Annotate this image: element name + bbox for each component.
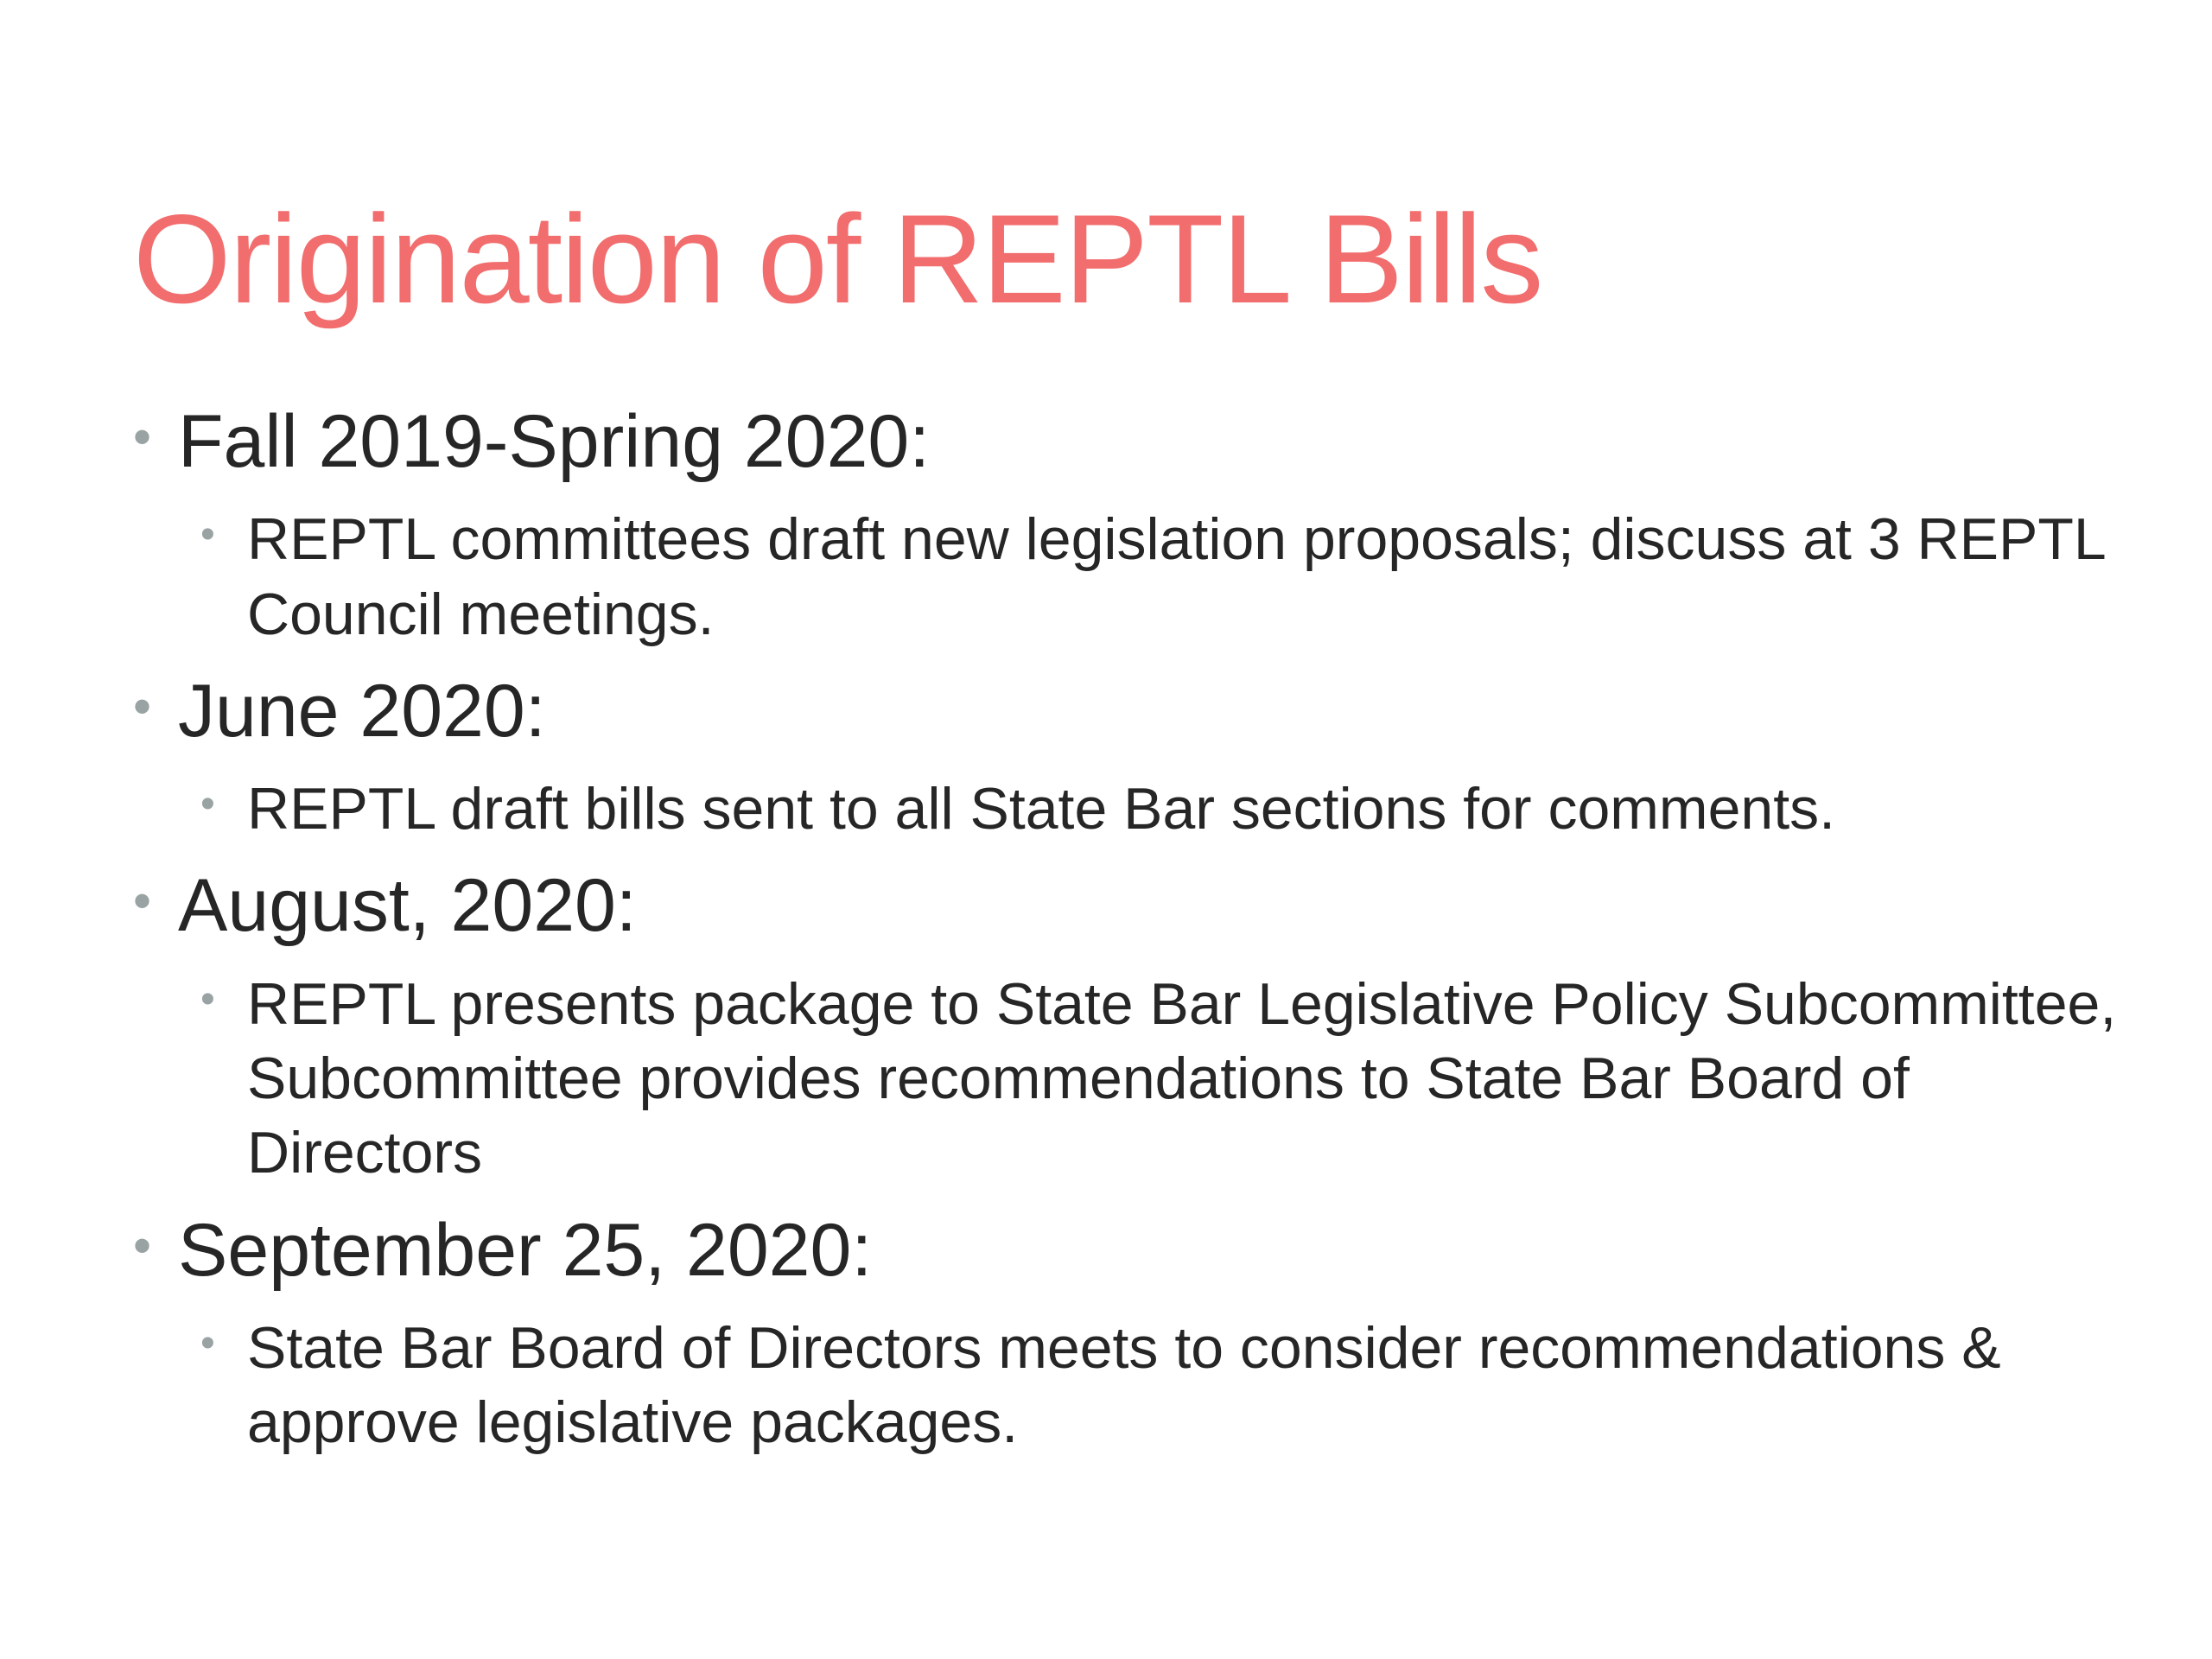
bullet-label: Fall 2019-Spring 2020: <box>178 400 931 483</box>
bullet-list <box>133 397 2120 1476</box>
bullet-label: June 2020: <box>178 669 546 753</box>
bullet-item-june-2020 <box>133 667 2120 756</box>
bullet-dot: • <box>133 1216 152 1274</box>
bullet-dot: • <box>133 408 152 466</box>
bullet-label: September 25, 2020: <box>178 1208 873 1292</box>
sub-bullet-text: State Bar Board of Directors meets to consider recommendations & approve legislative packages. <box>247 1314 2001 1456</box>
sub-bullet-text: REPTL committees draft new legislation proposals; discuss at 3 REPTL Council meetings. <box>247 506 2105 647</box>
sub-bullet-text: REPTL draft bills sent to all State Bar sections for comments. <box>247 776 1835 842</box>
bullet-item-fall-2019 <box>133 397 2120 486</box>
bullet-item-august-2020 <box>133 861 2120 950</box>
sub-bullet-dot: • <box>200 781 215 828</box>
bullet-label: August, 2020: <box>178 864 637 948</box>
sub-bullet-item <box>200 1311 2120 1460</box>
sub-bullet-dot: • <box>200 976 215 1022</box>
bullet-dot: • <box>133 872 152 931</box>
slide-title: Origination of REPTL Bills <box>133 188 1542 329</box>
sub-bullet-dot: • <box>200 512 215 558</box>
bullet-dot: • <box>133 677 152 735</box>
sub-bullet-item <box>200 772 2120 846</box>
sub-bullet-dot: • <box>200 1319 215 1366</box>
bullet-item-september-2020 <box>133 1206 2120 1295</box>
sub-bullet-item <box>200 502 2120 652</box>
sub-bullet-item <box>200 967 2120 1191</box>
sub-bullet-text: REPTL presents package to State Bar Legislative Policy Subcommittee, Subcommittee provides recommendations to State Bar Board of Directors <box>247 970 2117 1186</box>
